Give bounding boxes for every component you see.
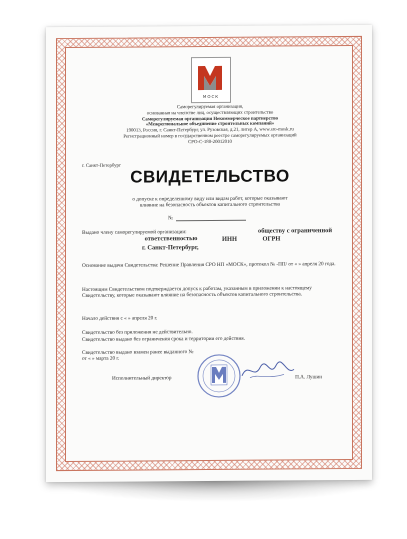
- replacement-line: Свидетельство выдано взамен ранее выданного №: [82, 349, 194, 356]
- company-name-b: ответственностью: [144, 235, 198, 243]
- subtitle-line-2: влияние на безопасность объектов капитального строительства: [140, 201, 280, 209]
- certificate-content: [78, 52, 342, 455]
- organization-header: [78, 104, 342, 146]
- number-blank: [176, 220, 246, 221]
- mosk-logo: [191, 57, 231, 103]
- replacement-date-line: от « » марта 20 г.: [82, 355, 120, 362]
- signatory-name: П.А. Лушин: [295, 374, 322, 381]
- certificate-subtitle: [78, 195, 342, 209]
- subtitle-line-1: о допуске к определенному виду или видам работ, которые оказывают: [132, 195, 288, 203]
- mosk-logo-mark-icon: [196, 62, 224, 92]
- company-name-a: обществу с ограниченной: [258, 227, 333, 235]
- header-line-7: СРО-С-180-20012010: [188, 139, 232, 145]
- header-line-5: 190013, Россия, г. Санкт-Петербург, ул. Рузовская, д.21, литер А, www.sro-mosk.ru: [126, 127, 294, 134]
- validity-note: Свидетельство без приложения не действительно.: [82, 329, 193, 336]
- member-city: г. Санкт-Петербург,: [142, 244, 199, 252]
- logo-text: МОСК: [202, 93, 220, 99]
- ornamental-border: [56, 36, 362, 471]
- header-line-6: Регистрационный номер в государственном реестре саморегулируемых организаций: [123, 133, 297, 140]
- signatory-role: Исполнительный директор: [112, 375, 172, 382]
- inn-label: ИНН: [222, 235, 237, 243]
- header-line-4: «Межрегиональное объединение строительных компаний»: [145, 121, 275, 128]
- confirmation-paragraph: Настоящим Свидетельством подтверждается допуск к работам, указанным в приложении к настоящему Свидетельству, которые оказывают влияние на безопасность объектов капитального строительства.: [82, 285, 312, 300]
- inner-frame: [65, 45, 353, 462]
- member-prefix: Выдано члену саморегулируемой организации:: [82, 229, 187, 236]
- certificate-number: [168, 215, 246, 222]
- header-line-2: основанная на членстве лиц, осуществляющих строительство: [146, 110, 274, 117]
- inn-ogrn-line: [222, 237, 280, 244]
- member-block: [82, 227, 340, 252]
- start-date-line: Начало действия с « » апреля 20 г.: [82, 315, 158, 322]
- ogrn-label: ОГРН: [262, 235, 281, 243]
- unlimited-note: Свидетельство выдано без ограничения срока и территории его действия.: [82, 335, 245, 343]
- certificate-sheet: [46, 25, 372, 482]
- header-line-1: Саморегулируемая организация,: [176, 104, 244, 111]
- issue-city: г. Санкт-Петербург: [82, 163, 121, 169]
- round-stamp-icon: [196, 353, 242, 399]
- number-label: №: [168, 215, 173, 222]
- basis-paragraph: Основание выдачи Свидетельства: Решение Правления СРО НП «МОСК», протокол № -ПП/ от « » апреля 20 года.: [82, 261, 336, 269]
- header-line-3: Саморегулируемая организация Некоммерческое партнерство: [141, 116, 279, 123]
- handwritten-signature-icon: [238, 357, 298, 383]
- certificate-title: СВИДЕТЕЛЬСТВО: [130, 166, 290, 187]
